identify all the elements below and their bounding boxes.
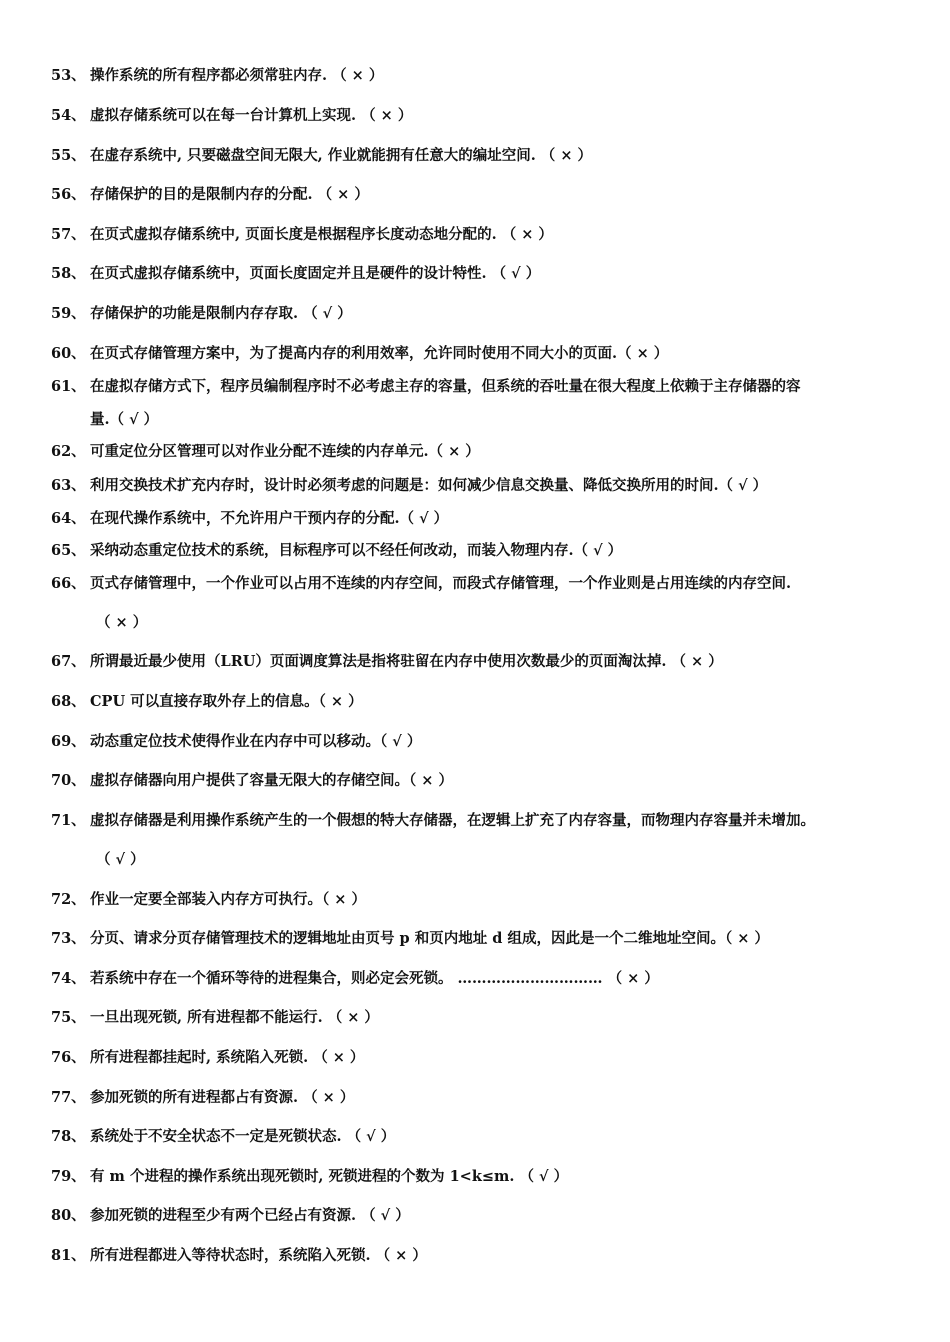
question-66 xyxy=(51,573,911,595)
question-76 xyxy=(51,1047,911,1069)
question-60 xyxy=(51,343,911,365)
question-number: 78、 xyxy=(51,1128,86,1145)
question-65 xyxy=(51,540,911,562)
question-text: 可重定位分区管理可以对作业分配不连续的内存单元.（ × ） xyxy=(90,443,480,460)
question-text: 虚拟存储器是利用操作系统产生的一个假想的特大存储器，在逻辑上扩充了内存容量，而物理内存容量并未增加。 xyxy=(90,812,815,829)
question-number: 56、 xyxy=(51,186,86,203)
question-number: 64、 xyxy=(51,510,86,527)
question-text: 有 m 个进程的操作系统出现死锁时, 死锁进程的个数为 1<k≤m. （ √ ） xyxy=(90,1168,569,1185)
question-number: 71、 xyxy=(51,812,86,829)
question-72 xyxy=(51,889,911,911)
question-number: 68、 xyxy=(51,693,86,710)
question-61-continuation: 量.（ √ ） xyxy=(90,411,159,428)
question-text: 在虚拟存储方式下，程序员编制程序时不必考虑主存的容量，但系统的吞吐量在很大程度上依赖于主存储器的容 xyxy=(90,378,801,395)
question-61 xyxy=(51,376,911,398)
question-text: 在虚存系统中, 只要磁盘空间无限大, 作业就能拥有任意大的编址空间. （ × ） xyxy=(90,147,593,164)
question-71 xyxy=(51,810,911,832)
question-number: 61、 xyxy=(51,378,86,395)
question-text: 分页、请求分页存储管理技术的逻辑地址由页号 p 和页内地址 d 组成，因此是一个二维地址空间。（ × ） xyxy=(90,930,769,947)
question-text: 在现代操作系统中，不允许用户干预内存的分配.（ √ ） xyxy=(90,510,449,527)
question-66-continuation: （ × ） xyxy=(96,614,148,631)
question-number: 79、 xyxy=(51,1168,86,1185)
question-77 xyxy=(51,1087,911,1109)
question-67 xyxy=(51,651,911,673)
question-number: 57、 xyxy=(51,226,86,243)
question-53 xyxy=(51,65,911,87)
question-number: 54、 xyxy=(51,107,86,124)
question-text: 参加死锁的所有进程都占有资源. （ × ） xyxy=(90,1089,355,1106)
question-text: 虚拟存储系统可以在每一台计算机上实现. （ × ） xyxy=(90,107,413,124)
question-79 xyxy=(51,1166,911,1188)
question-number: 77、 xyxy=(51,1089,86,1106)
question-number: 55、 xyxy=(51,147,86,164)
question-number: 63、 xyxy=(51,477,86,494)
question-number: 53、 xyxy=(51,67,86,84)
question-number: 73、 xyxy=(51,930,86,947)
question-text: 在页式虚拟存储系统中，页面长度固定并且是硬件的设计特性. （ √ ） xyxy=(90,265,541,282)
question-81 xyxy=(51,1245,911,1267)
question-78 xyxy=(51,1126,911,1148)
question-text: 参加死锁的进程至少有两个已经占有资源. （ √ ） xyxy=(90,1207,410,1224)
question-text: 所谓最近最少使用（LRU）页面调度算法是指将驻留在内存中使用次数最少的页面淘汰掉. （ × ） xyxy=(90,653,723,670)
question-text: 存储保护的目的是限制内存的分配. （ × ） xyxy=(90,186,369,203)
question-text: 若系统中存在一个循环等待的进程集合，则必定会死锁。 ………………………… （ × ） xyxy=(90,970,659,987)
question-text: CPU 可以直接存取外存上的信息。（ × ） xyxy=(90,693,363,710)
question-text: 在页式虚拟存储系统中, 页面长度是根据程序长度动态地分配的. （ × ） xyxy=(90,226,553,243)
question-text: 页式存储管理中，一个作业可以占用不连续的内存空间，而段式存储管理，一个作业则是占用连续的内存空间. xyxy=(90,575,792,592)
question-number: 70、 xyxy=(51,772,86,789)
question-80 xyxy=(51,1205,911,1227)
question-57 xyxy=(51,224,911,246)
question-59 xyxy=(51,303,911,325)
question-text: 虚拟存储器向用户提供了容量无限大的存储空间。（ × ） xyxy=(90,772,453,789)
question-74 xyxy=(51,968,911,990)
question-number: 58、 xyxy=(51,265,86,282)
question-text: 所有进程都挂起时, 系统陷入死锁. （ × ） xyxy=(90,1049,365,1066)
question-73 xyxy=(51,928,911,950)
question-55 xyxy=(51,145,911,167)
question-number: 76、 xyxy=(51,1049,86,1066)
question-number: 60、 xyxy=(51,345,86,362)
question-text: 系统处于不安全状态不一定是死锁状态. （ √ ） xyxy=(90,1128,396,1145)
question-text: 采纳动态重定位技术的系统，目标程序可以不经任何改动，而装入物理内存.（ √ ） xyxy=(90,542,623,559)
question-58 xyxy=(51,263,911,285)
question-number: 65、 xyxy=(51,542,86,559)
question-75 xyxy=(51,1007,911,1029)
question-62 xyxy=(51,441,911,463)
question-text: 利用交换技术扩充内存时，设计时必须考虑的问题是：如何减少信息交换量、降低交换所用的时间.（ √ ） xyxy=(90,477,768,494)
question-70 xyxy=(51,770,911,792)
question-number: 74、 xyxy=(51,970,86,987)
question-text: 在页式存储管理方案中，为了提高内存的利用效率，允许同时使用不同大小的页面.（ × ） xyxy=(90,345,669,362)
question-text: 存储保护的功能是限制内存存取. （ √ ） xyxy=(90,305,352,322)
question-number: 66、 xyxy=(51,575,86,592)
question-68 xyxy=(51,691,911,713)
question-64 xyxy=(51,508,911,530)
question-text: 所有进程都进入等待状态时，系统陷入死锁. （ × ） xyxy=(90,1247,427,1264)
question-number: 67、 xyxy=(51,653,86,670)
question-number: 81、 xyxy=(51,1247,86,1264)
question-number: 69、 xyxy=(51,733,86,750)
question-text: 一旦出现死锁, 所有进程都不能运行. （ × ） xyxy=(90,1009,379,1026)
question-71-continuation: （ √ ） xyxy=(96,851,145,868)
question-number: 75、 xyxy=(51,1009,86,1026)
question-number: 80、 xyxy=(51,1207,86,1224)
question-text: 作业一定要全部装入内存方可执行。（ × ） xyxy=(90,891,366,908)
question-text: 动态重定位技术使得作业在内存中可以移动。（ √ ） xyxy=(90,733,422,750)
question-text: 操作系统的所有程序都必须常驻内存. （ × ） xyxy=(90,67,384,84)
question-69 xyxy=(51,731,911,753)
question-54 xyxy=(51,105,911,127)
question-number: 59、 xyxy=(51,305,86,322)
question-56 xyxy=(51,184,911,206)
question-63 xyxy=(51,475,911,497)
question-number: 62、 xyxy=(51,443,86,460)
question-number: 72、 xyxy=(51,891,86,908)
